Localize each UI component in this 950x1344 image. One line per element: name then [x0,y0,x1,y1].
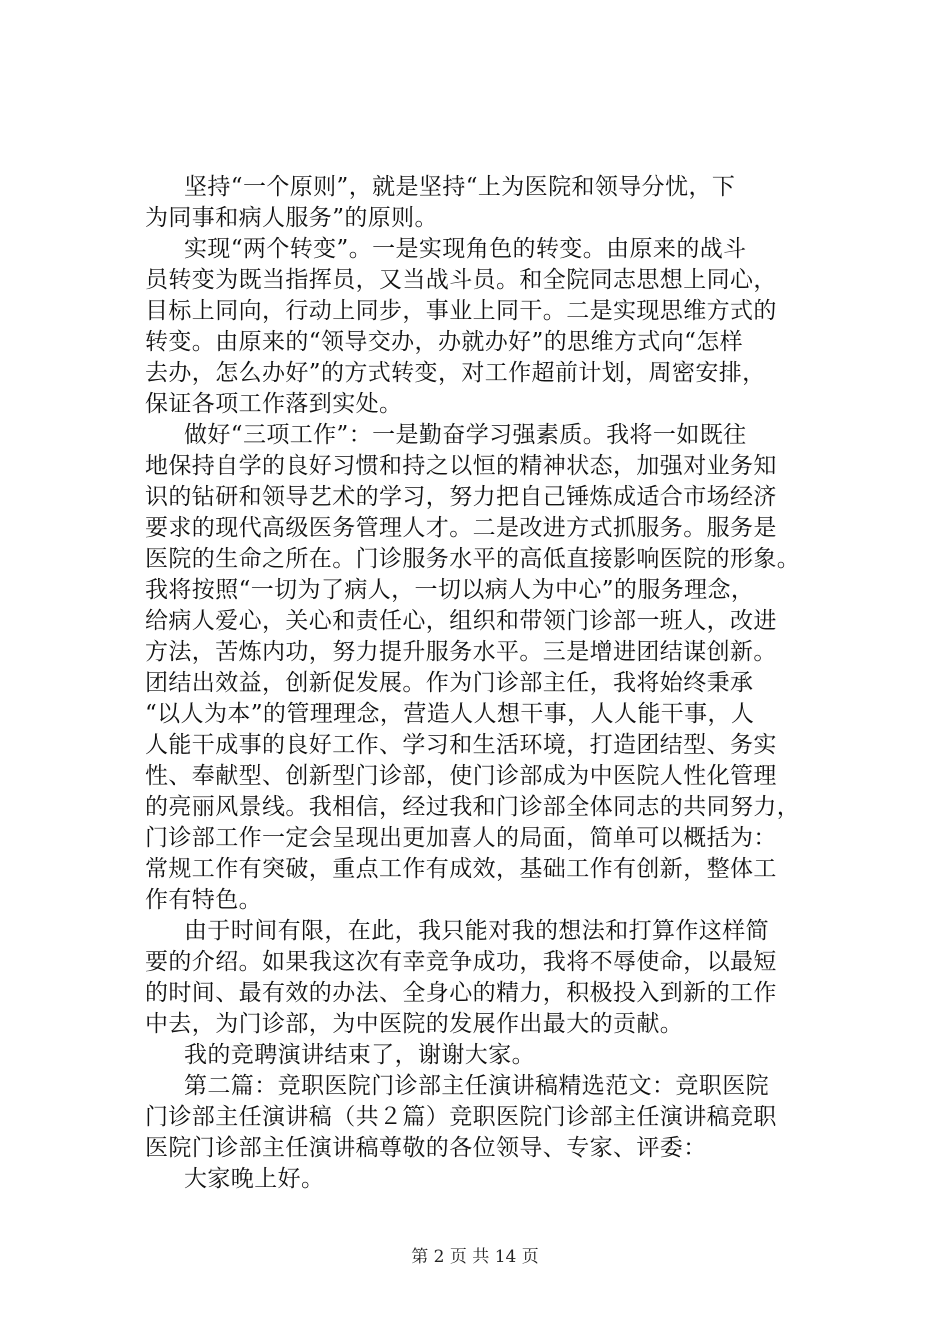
text-line: 医院门诊部主任演讲稿尊敬的各位领导、专家、评委： [145,1135,707,1161]
text-line: 由于时间有限，在此，我只能对我的想法和打算作这样简 [184,918,769,944]
text-line: 团结出效益，创新促发展。作为门诊部主任，我将始终秉承 [145,670,754,696]
text-line: 门诊部主任演讲稿（共２篇）竞职医院门诊部主任演讲稿竞职 [145,1104,777,1130]
text-line: 要求的现代高级医务管理人才。二是改进方式抓服务。服务是 [145,515,777,541]
page-footer: 第 2 页 共 14 页 [411,1247,539,1267]
text-line: 保证各项工作落到实处。 [145,391,403,417]
text-line: 医院的生命之所在。门诊服务水平的高低直接影响医院的形象。 [145,546,801,572]
text-line: 作有特色。 [145,887,262,913]
text-line: 去办，怎么办好”的方式转变，对工作超前计划，周密安排， [145,360,766,386]
text-line: 识的钻研和领导艺术的学习，努力把自己锤炼成适合市场经济 [145,484,777,510]
text-line: 我将按照“一切为了病人，一切以病人为中心”的服务理念， [145,577,755,603]
text-line: 大家晚上好。 [184,1166,325,1192]
text-line: 人能干成事的良好工作、学习和生活环境，打造团结型、务实 [145,732,777,758]
text-line: 实现“两个转变”。一是实现角色的转变。由原来的战斗 [184,236,747,262]
text-line: 的时间、最有效的办法、全身心的精力，积极投入到新的工作 [145,980,777,1006]
text-line: 性、奉献型、创新型门诊部，使门诊部成为中医院人性化管理 [145,763,777,789]
text-line: 地保持自学的良好习惯和持之以恒的精神状态，加强对业务知 [145,453,777,479]
text-line: 为同事和病人服务”的原则。 [145,205,438,231]
text-line: 做好“三项工作”：一是勤奋学习强素质。我将一如既往 [184,422,747,448]
text-line: 目标上同向，行动上同步，事业上同干。二是实现思维方式的 [145,298,777,324]
text-line: 我的竞聘演讲结束了，谢谢大家。 [184,1042,535,1068]
text-line: 转变。由原来的“领导交办，办就办好”的思维方式向“怎样 [145,329,744,355]
document-body [145,172,835,1195]
text-line: 常规工作有突破，重点工作有成效，基础工作有创新，整体工 [145,856,777,882]
text-line: “以人为本”的管理理念，营造人人想干事，人人能干事，人 [145,701,755,727]
text-line: 坚持“一个原则”，就是坚持“上为医院和领导分忧，下 [184,174,736,200]
text-line: 第二篇：竞职医院门诊部主任演讲稿精选范文：竞职医院 [184,1073,769,1099]
text-line: 给病人爱心，关心和责任心，组织和带领门诊部一班人，改进 [145,608,777,634]
text-line: 要的介绍。如果我这次有幸竞争成功，我将不辱使命，以最短 [145,949,777,975]
text-line: 门诊部工作一定会呈现出更加喜人的局面，简单可以概括为： [145,825,777,851]
text-line: 员转变为既当指挥员，又当战斗员。和全院同志思想上同心， [145,267,777,293]
text-line: 的亮丽风景线。我相信，经过我和门诊部全体同志的共同努力， [145,794,801,820]
text-line: 方法，苦炼内功，努力提升服务水平。三是增进团结谋创新。 [145,639,777,665]
text-line: 中去，为门诊部，为中医院的发展作出最大的贡献。 [145,1011,684,1037]
